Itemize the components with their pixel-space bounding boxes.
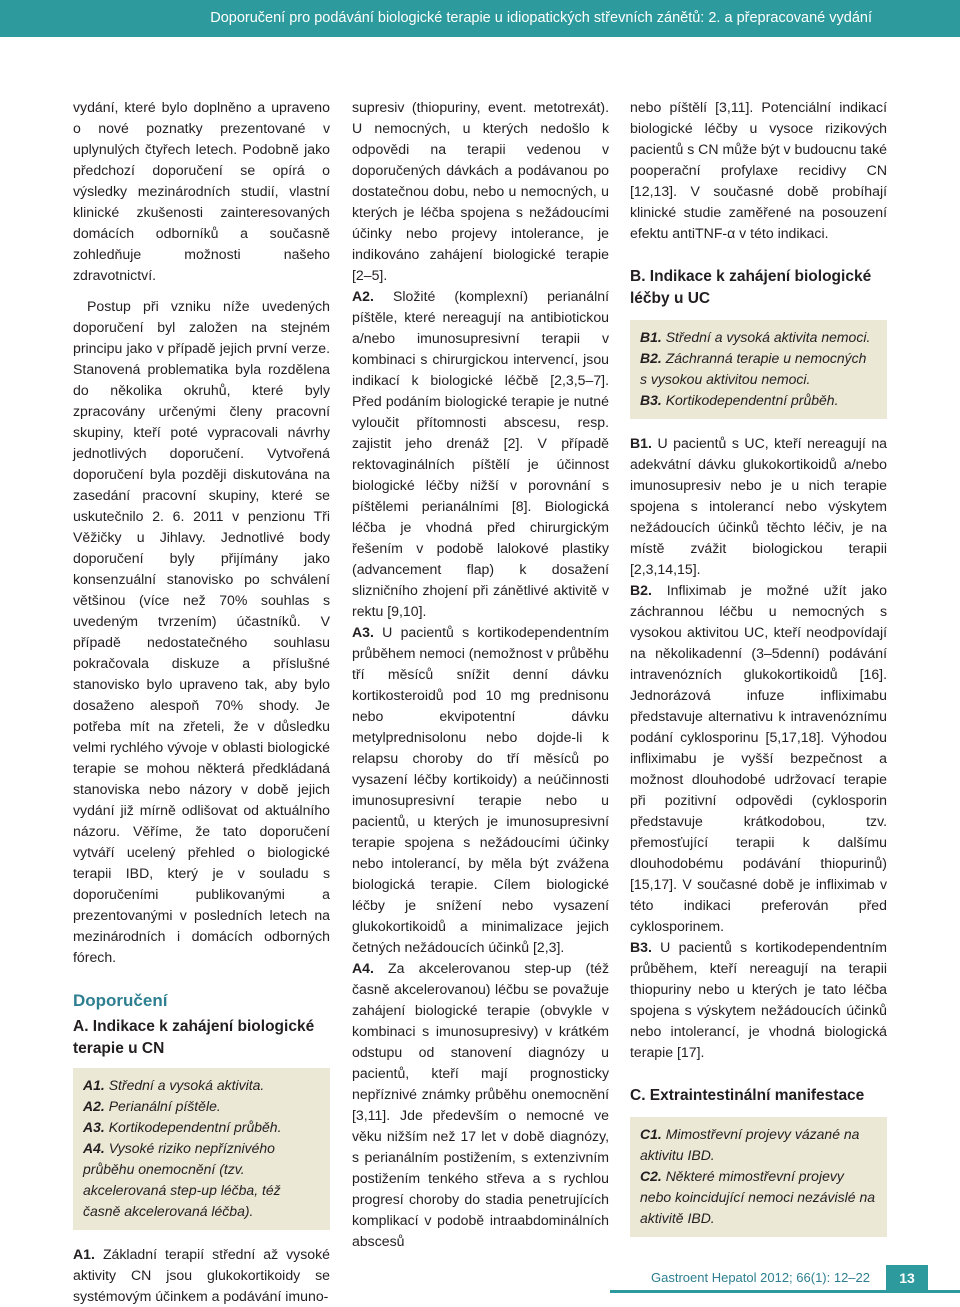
paragraph-a3: A3. U pacientů s kortikodependentním průběhem nemoci (nemožnost v průběhu tří měsíců snížit denní dávku kortikosteroidů pod 10 mg prednisonu nebo ekvipotentní dávku metylprednisolonu nebo dojde-li k relapsu choroby do tří měsíců po vysazení léčby kortikoidy) a neúčinnosti imunosupresivní terapie nebo u pacientů, u kterých je imunosupresivní terapie spojena s nežádoucími účinky nebo intolerancí, by měla být zvážena biologická terapie. Cílem biologické léčby je snížení nebo vysazení glukokortikoidů a minimalizace jejich četných nežádoucích účinků [2,3]. [352, 624, 609, 955]
footer-rule [610, 1290, 960, 1293]
box-item: A3. Kortikodependentní průběh. [83, 1119, 282, 1135]
paragraph-a1: A1. Základní terapií střední až vysoké aktivity CN jsou glukokortikoidy se systémovým účinkem a podávání imuno- [73, 1246, 330, 1304]
section-heading-b: B. Indikace k zahájení biologické léčby u UC [630, 268, 872, 307]
box-item: A1. Střední a vysoká aktivita. [83, 1077, 265, 1093]
box-item: B1. Střední a vysoká aktivita nemoci. [640, 329, 871, 345]
recommendation-box-c [630, 1117, 887, 1237]
recommendation-box-b [630, 320, 887, 419]
section-heading: Doporučení [73, 991, 168, 1010]
box-item: C1. Mimostřevní projevy vázané na aktivitu IBD. [640, 1126, 860, 1163]
column-1 [73, 97, 330, 1307]
column-2 [352, 97, 609, 1252]
paragraph-a4: A4. Za akcelerovanou step-up (též časně akcelerovanou) léčbu se považuje zahájení biologické terapie (obvykle v kombinaci s imunosupresivy) v krátkém odstupu od stanovení diagnózy u pacientů, kteří mají prognosticky nepříznivé známky průběhu onemocnění [3,11]. Jde především o nemocné ve věku nižším než 17 let v době diagnózy, s perianálním postižením, s extenzivním postižením tenkého střeva a s rychlou progresí choroby do stadia penetrujících komplikací v podobě intraabdominálních abscesů [352, 960, 609, 1249]
paragraph-a2: A2. Složité (komplexní) perianální píštěle, které nereagují na antibiotickou a/nebo imunosupresivní terapii v kombinaci s chirurgickou intervencí, jsou indikací k biologické léčbě [2,3,5–7]. Před podáním biologické terapie je nutné vyloučit přítomnosti abscesu, resp. zajistit jeho drenáž [2]. V případě rektovaginálních píštělí je účinnost biologické léčby nižší v porovnání s píštělemi perianálními [8]. Biologická léčba je vhodná před chirurgickým řešením v podobě lalokové plastiky (advancement flap) k dosažení slizničního zhojení při zánětlivé aktivitě v rektu [9,10]. [352, 288, 609, 619]
paragraph: vydání, které bylo doplněno a upraveno o nové poznatky prezentované v uplynulých čtyřech letech. Podobně jako předchozí doporučení se opírá o výsledky mezinárodních studií, vlastní klinické zkušenosti zainteresovaných domácích odborníků a současně zohledňuje možnosti našeho zdravotnictví. [73, 99, 330, 283]
paragraph: nebo píštělí [3,11]. Potenciální indikací biologické léčby u vysoce rizikových pacientů s CN může být v budoucnu také pooperační profylaxe recidivy CN [12,13]. V současné době probíhají klinické studie zaměřené na posouzení efektu antiTNF-α v této indikaci. [630, 99, 887, 241]
paragraph-b2: B2. Infliximab je možné užít jako záchrannou léčbu u nemocných s vysokou aktivitou UC, kteří neodpovídají na několikadenní (3–5denní) podávání intravenózních glukokortikoidů [16]. Jednorázová infuze infliximabu představuje alternativu k intravenóznímu podání cyklosporinu [5,17,18]. Výhodou infliximabu je vyšší bezpečnost a možnost dlouhodobé udržovací terapie při pozitivní odpovědi (cyklosporin představuje krátkodobou, tzv. přemosťující terapii k dalšímu dlouhodobému podávání thiopurinů) [15,17]. V současné době je infliximab v této indikaci preferován před cyklosporinem. [630, 582, 887, 934]
running-header [0, 0, 960, 37]
paragraph: Postup při vzniku níže uvedených doporučení byl založen na stejném principu jako v případě jejich první verze. Stanovená problematika byla rozdělena do několika okruhů, které byly zpracovány určenými členy pracovní skupiny, kteří poté vypracovali návrhy jednotlivých doporučení. Vytvořená doporučení byla později diskutována na zasedání pracovní skupiny, které se uskutečnilo 2. 6. 2011 v penzionu Tři Věžičky u Jihlavy. Jednotlivé body doporučení byly přijímány jako konsenzuální stanovisko po schválení většinou (více než 70% souhlas s uvedeným tvrzením) účastníků. V případě nedostatečného souhlasu pokračovala diskuze a příslušné stanovisko bylo upraveno tak, aby bylo dosaženo alespoň 70% shody. Je potřeba mít na zřeteli, že v důsledku velmi rychlého vývoje v oblasti biologické terapie se mohou některá předkládaná stanoviska nebo názory v době jejich vydání již mírně odlišovat od aktuálního názoru. Věříme, že tato doporučení vytváří ucelený přehled o biologické terapii IBD, který je v souladu s doporučeními publikovanými a prezentovanými v posledních letech na mezinárodních i domácích odborných fórech. [73, 298, 330, 965]
subsection-heading: A. Indikace k zahájení biologické terapie u CN [73, 1018, 315, 1057]
column-3 [630, 97, 887, 1251]
running-title: Doporučení pro podávání biologické terapie u idiopatických střevních zánětů: 2. a přepracované vydání [210, 10, 872, 26]
paragraph: supresiv (thiopuriny, event. metotrexát). U nemocných, u kterých nedošlo k odpovědi na terapii vedenou v doporučených dávkách a podávanou po dostatečnou dobu, nebo u nemocných, u kterých je léčba spojena s nežádoucími účinky nebo projevy intolerance, je indikováno zahájení biologické terapie [2–5]. [352, 99, 609, 283]
box-item: C2. Některé mimostřevní projevy nebo koincidující nemoci nezávislé na aktivitě IBD. [640, 1168, 876, 1226]
box-item: B2. Záchranná terapie u nemocných s vysokou aktivitou nemoci. [640, 350, 867, 387]
box-item: A4. Vysoké riziko nepříznivého průběhu onemocnění (tzv. akcelerovaná step-up léčba, též časně akcelerovaná léčba). [83, 1140, 281, 1219]
journal-citation: Gastroent Hepatol 2012; 66(1): 12–22 [651, 1270, 870, 1285]
box-item: B3. Kortikodependentní průběh. [640, 392, 839, 408]
box-item: A2. Perianální píštěle. [83, 1098, 221, 1114]
page-number: 13 [886, 1265, 928, 1291]
paragraph-b3: B3. U pacientů s kortikodependentním průběhem, kteří nereagují na terapii thiopuriny nebo u kterých je tato léčba spojena s výskytem nežádoucích účinků nebo intolerancí, je vhodná biologická terapie [17]. [630, 939, 887, 1060]
section-heading-c: C. Extraintestinální manifestace [630, 1087, 865, 1104]
paragraph-b1: B1. U pacientů s UC, kteří nereagují na adekvátní dávku glukokortikoidů a/nebo imunosupresiv nebo je u nich terapie spojena s intolerancí nebo výskytem nežádoucích účinků těchto léčiv, je na místě zvážit biologickou terapii [2,3,14,15]. [630, 435, 887, 577]
recommendation-box-a [73, 1068, 330, 1230]
